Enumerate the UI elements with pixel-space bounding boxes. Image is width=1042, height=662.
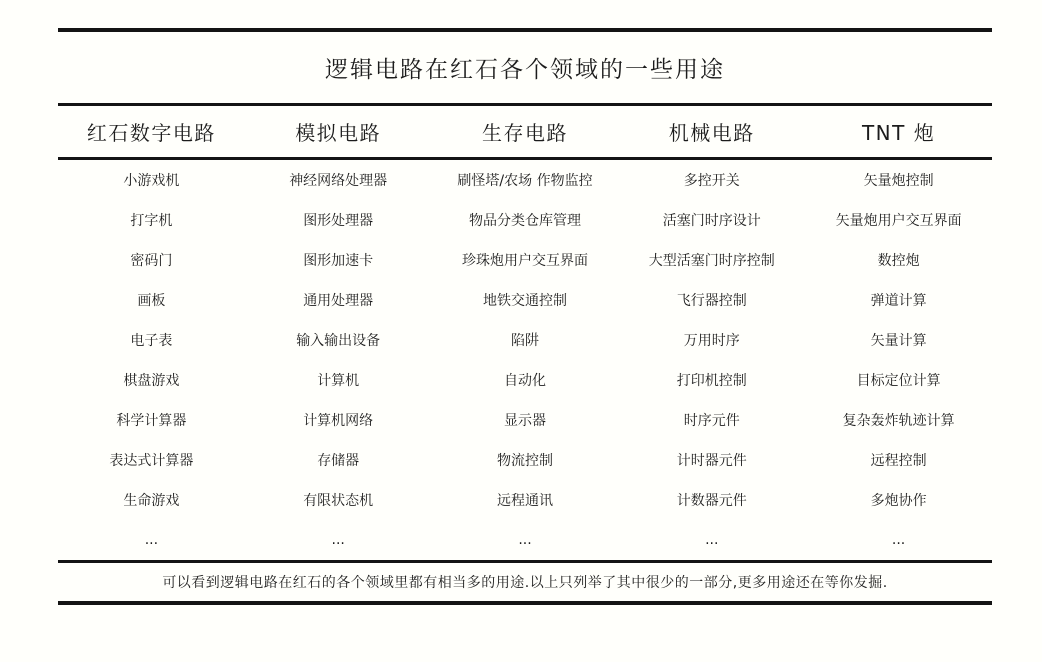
table-cell: 计时器元件 <box>676 453 747 469</box>
table-cell: 多炮协作 <box>870 493 927 509</box>
table-cell-ellipsis: ... <box>144 532 159 548</box>
table-cell: 物流控制 <box>496 453 553 469</box>
table-cell: 刷怪塔/农场 作物监控 <box>457 173 593 189</box>
table-cell: 活塞门时序设计 <box>662 213 761 229</box>
footer-row <box>58 563 992 601</box>
table-cell: 大型活塞门时序控制 <box>648 253 775 269</box>
table-cell: 有限状态机 <box>303 493 374 509</box>
footer-note: 可以看到逻辑电路在红石的各个领域里都有相当多的用途.以上只列举了其中很少的一部分,更多用途还在等你发掘. <box>162 575 888 591</box>
table-cell: 远程控制 <box>870 453 927 469</box>
table-cell: 珍珠炮用户交互界面 <box>461 253 588 269</box>
table-header-row <box>58 106 992 157</box>
table-cell: 画板 <box>137 293 166 309</box>
table-cell: 矢量炮控制 <box>863 173 934 189</box>
table-cell: 科学计算器 <box>116 413 187 429</box>
table-cell: 电子表 <box>130 333 173 349</box>
page-title: 逻辑电路在红石各个领域的一些用途 <box>325 57 725 83</box>
table-cell: 飞行器控制 <box>676 293 747 309</box>
column-header-tnt: TNT 炮 <box>861 121 936 145</box>
column-survival <box>432 160 619 560</box>
divider-bottom <box>58 601 992 605</box>
table-cell-ellipsis: ... <box>518 532 532 548</box>
table-cell: 显示器 <box>503 413 546 429</box>
table-cell: 矢量计算 <box>870 333 927 349</box>
table-cell: 万用时序 <box>683 333 740 349</box>
table-cell-ellipsis: ... <box>331 532 345 548</box>
table-cell: 计数器元件 <box>676 493 747 509</box>
column-mechanical <box>618 160 805 560</box>
table-cell-ellipsis: ... <box>891 532 906 548</box>
table-cell: 图形处理器 <box>303 213 374 229</box>
table-cell: 通用处理器 <box>303 293 374 309</box>
table-cell: 计算机网络 <box>303 413 374 429</box>
table-cell: 打印机控制 <box>676 373 747 389</box>
table-cell: 远程通讯 <box>496 493 553 509</box>
usage-table <box>58 28 992 605</box>
table-cell: 存储器 <box>317 453 360 469</box>
table-cell: 地铁交通控制 <box>482 293 567 309</box>
column-digital <box>58 160 245 560</box>
table-cell: 自动化 <box>503 373 546 389</box>
table-cell: 神经网络处理器 <box>289 173 388 189</box>
column-header-digital: 红石数字电路 <box>86 121 216 145</box>
table-cell: 复杂轰炸轨迹计算 <box>842 413 955 429</box>
table-cell: 输入输出设备 <box>296 333 381 349</box>
column-header-analog: 模拟电路 <box>295 121 382 145</box>
table-cell: 物品分类仓库管理 <box>468 213 581 229</box>
table-cell: 生命游戏 <box>123 493 180 509</box>
table-cell: 小游戏机 <box>123 173 180 189</box>
table-cell: 图形加速卡 <box>303 253 374 269</box>
table-cell: 矢量炮用户交互界面 <box>835 213 962 229</box>
table-cell: 密码门 <box>130 253 173 269</box>
column-analog <box>245 160 432 560</box>
table-cell: 目标定位计算 <box>856 373 941 389</box>
table-cell: 数控炮 <box>877 253 920 269</box>
table-cell: 弹道计算 <box>870 293 927 309</box>
table-cell: 计算机 <box>317 373 360 389</box>
table-cell: 陷阱 <box>510 333 539 349</box>
title-row <box>58 32 992 103</box>
table-cell-ellipsis: ... <box>705 532 719 548</box>
table-cell: 棋盘游戏 <box>123 373 180 389</box>
column-tnt <box>805 160 992 560</box>
table-cell: 打字机 <box>130 213 173 229</box>
column-header-mechanical: 机械电路 <box>668 121 755 145</box>
table-cell: 表达式计算器 <box>109 453 194 469</box>
table-body <box>58 160 992 560</box>
column-header-survival: 生存电路 <box>481 121 568 145</box>
table-cell: 时序元件 <box>683 413 740 429</box>
table-cell: 多控开关 <box>683 173 740 189</box>
